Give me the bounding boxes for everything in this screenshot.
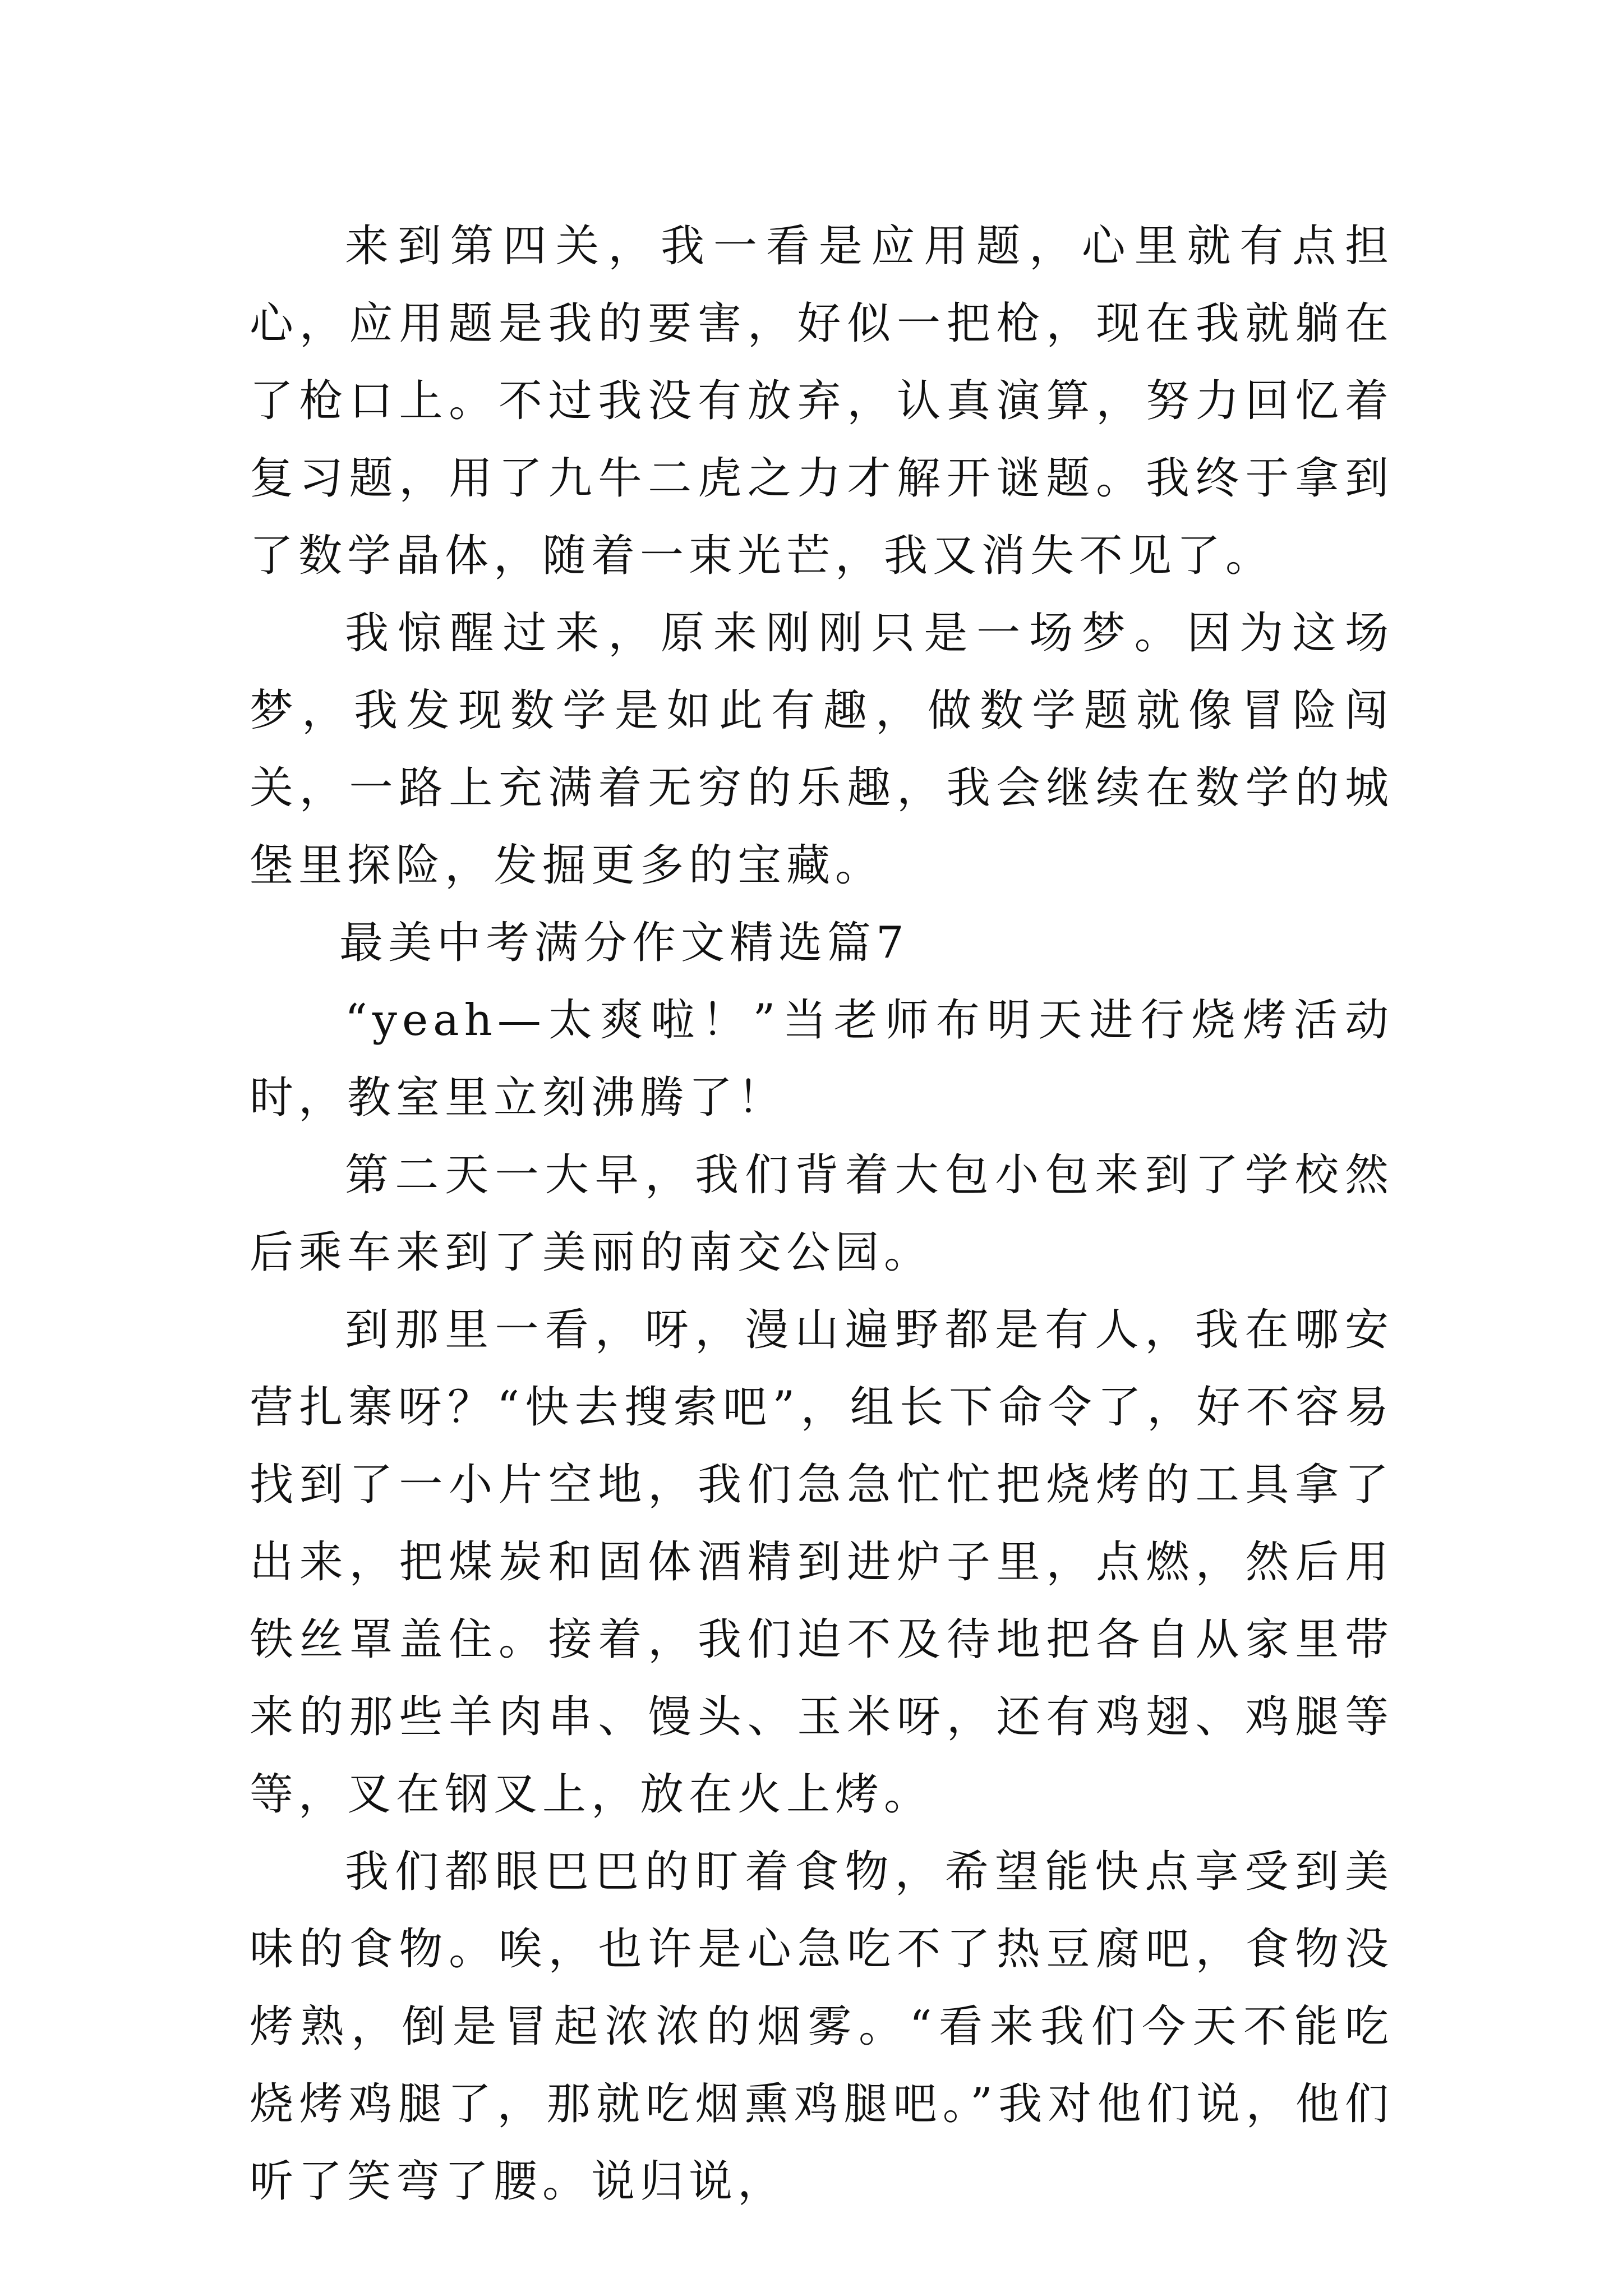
paragraph-camp-setup: 到那里一看，呀，漫山遍野都是有人，我在哪安营扎寨呀？“快去搜索吧”，组长下命令了，好不容易找到了一小片空地，我们急急忙忙把烧烤的工具拿了出来，把煤炭和固体酒精到进炉子里，点燃，然后用铁丝罩盖住。接着，我们迫不及待地把各自从家里带来的那些羊肉串、馒头、玉米呀，还有鸡翅、鸡腿等等，叉在钢叉上，放在火上烤。 [250, 1305, 1394, 1820]
paragraph-smoke: 我们都眼巴巴的盯着食物，希望能快点享受到美味的食物。唉，也许是心急吃不了热豆腐吧，食物没烤熟，倒是冒起浓浓的烟雾。“看来我们今天不能吃烧烤鸡腿了，那就吃烟熏鸡腿吧。”我对他们说，他们听了笑弯了腰。说归说， [250, 1847, 1394, 2207]
paragraph-wake-up: 我惊醒过来，原来刚刚只是一场梦。因为这场梦，我发现数学是如此有趣，做数学题就像冒险闯关，一路上充满着无穷的乐趣，我会继续在数学的城堡里探险，发掘更多的宝藏。 [250, 608, 1394, 891]
paragraph-announcement: “yeah—太爽啦！”当老师布明天进行烧烤活动时，教室里立刻沸腾了！ [250, 995, 1394, 1123]
paragraph-level-four: 来到第四关，我一看是应用题，心里就有点担心，应用题是我的要害，好似一把枪，现在我就躺在了枪口上。不过我没有放弃，认真演算，努力回忆着复习题，用了九牛二虎之力才解开谜题。我终于拿到了数学晶体，随着一束光芒，我又消失不见了。 [250, 221, 1394, 581]
paragraph-next-morning: 第二天一大早，我们背着大包小包来到了学校然后乘车来到了美丽的南交公园。 [250, 1150, 1394, 1278]
section-heading: 最美中考满分作文精选篇7 [339, 918, 909, 968]
document-body [250, 208, 1394, 2220]
